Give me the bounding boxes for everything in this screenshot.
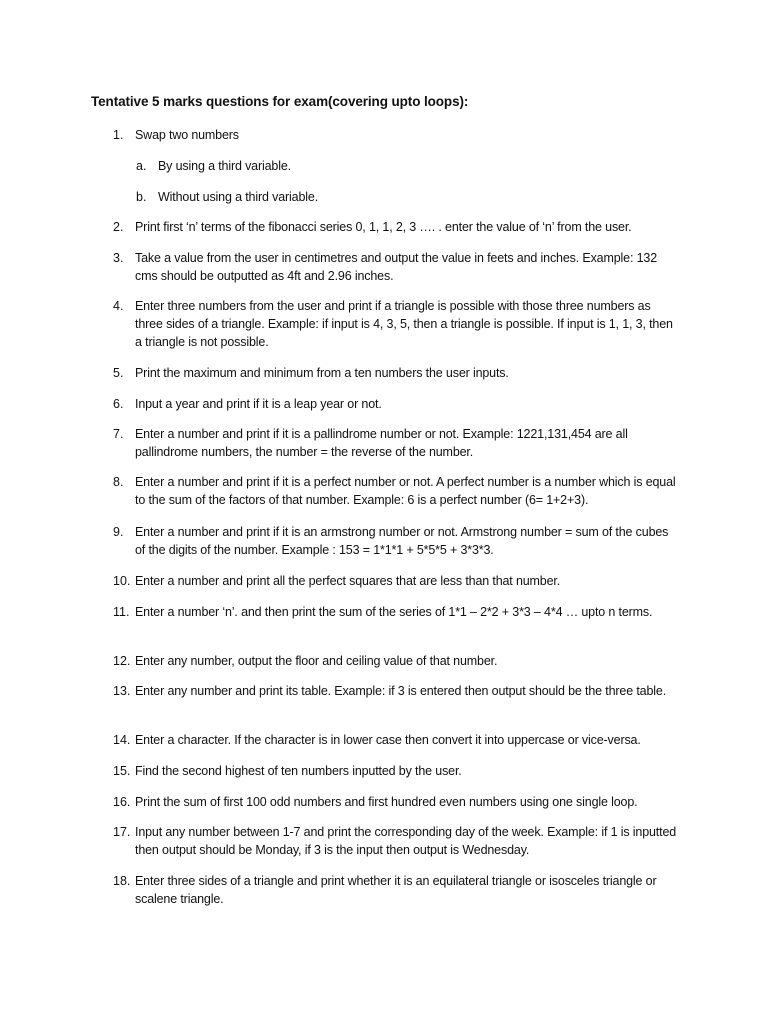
question-number: 16. bbox=[113, 795, 131, 809]
question-number: 12. bbox=[113, 654, 131, 668]
question-text: Input a year and print if it is a leap year or not. bbox=[135, 397, 382, 411]
question-text: Enter three sides of a triangle and print whether it is an equilateral triangle or isosceles triangle or scalene triangle. bbox=[135, 874, 657, 906]
question-number: 13. bbox=[113, 684, 131, 698]
question-text: Enter a number and print if it is an armstrong number or not. Armstrong number = sum of the cubes of the digits of the number. Example : 153 = 1*1*1 + 5*5*5 + 3*3*3. bbox=[135, 525, 669, 557]
question-text: Enter a number ‘n’. and then print the sum of the series of 1*1 – 2*2 + 3*3 – 4*4 … upto n terms. bbox=[135, 605, 653, 619]
sub-item-letter: b. bbox=[136, 190, 147, 204]
question-text: Enter a character. If the character is in lower case then convert it into uppercase or vice-versa. bbox=[135, 733, 641, 747]
question-number: 6. bbox=[113, 397, 124, 411]
question-text: Print first ‘n’ terms of the fibonacci series 0, 1, 1, 2, 3 …. . enter the value of ‘n’ from the user. bbox=[135, 220, 632, 234]
question-text: Enter a number and print if it is a pallindrome number or not. Example: 1221,131,454 are all pallindrome numbers, the number = the reverse of the number. bbox=[135, 427, 628, 459]
question-text: Swap two numbers bbox=[135, 128, 239, 142]
question-text: Input any number between 1-7 and print the corresponding day of the week. Example: if 1 is inputted then output should be Monday, if 3 is the input then output is Wednesday. bbox=[135, 825, 677, 857]
question-number: 2. bbox=[113, 220, 124, 234]
question-text: Print the maximum and minimum from a ten numbers the user inputs. bbox=[135, 366, 509, 380]
sub-item-letter: a. bbox=[136, 159, 147, 173]
sub-item-text: Without using a third variable. bbox=[158, 190, 319, 204]
question-number: 4. bbox=[113, 299, 124, 313]
sub-item-text: By using a third variable. bbox=[158, 159, 291, 173]
question-number: 11. bbox=[113, 605, 130, 619]
question-number: 15. bbox=[113, 764, 131, 778]
question-number: 18. bbox=[113, 874, 131, 888]
question-text: Enter three numbers from the user and print if a triangle is possible with those three numbers as three sides of a triangle. Example: if input is 4, 3, 5, then a triangle is possible. If input is 1, 1, 3, then a triangle is not possible. bbox=[135, 299, 673, 349]
question-number: 14. bbox=[113, 733, 131, 747]
document-title: Tentative 5 marks questions for exam(covering upto loops): bbox=[91, 94, 469, 109]
question-number: 8. bbox=[113, 475, 124, 489]
question-number: 3. bbox=[113, 251, 124, 265]
question-number: 1. bbox=[113, 128, 124, 142]
question-text: Print the sum of first 100 odd numbers and first hundred even numbers using one single loop. bbox=[135, 795, 638, 809]
question-number: 7. bbox=[113, 427, 124, 441]
question-text: Take a value from the user in centimetres and output the value in feets and inches. Example: 132 cms should be outputted as 4ft and 2.96 inches. bbox=[135, 251, 658, 283]
question-text: Enter any number, output the floor and ceiling value of that number. bbox=[135, 654, 498, 668]
question-text: Enter a number and print all the perfect squares that are less than that number. bbox=[135, 574, 561, 588]
question-number: 9. bbox=[113, 525, 124, 539]
question-text: Find the second highest of ten numbers inputted by the user. bbox=[135, 764, 462, 778]
question-text: Enter any number and print its table. Example: if 3 is entered then output should be the three table. bbox=[135, 684, 667, 698]
question-number: 17. bbox=[113, 825, 131, 839]
question-text: Enter a number and print if it is a perfect number or not. A perfect number is a number which is equal to the sum of the factors of that number. Example: 6 is a perfect number (6= 1+2+3). bbox=[135, 475, 676, 507]
question-number: 10. bbox=[113, 574, 131, 588]
question-number: 5. bbox=[113, 366, 124, 380]
